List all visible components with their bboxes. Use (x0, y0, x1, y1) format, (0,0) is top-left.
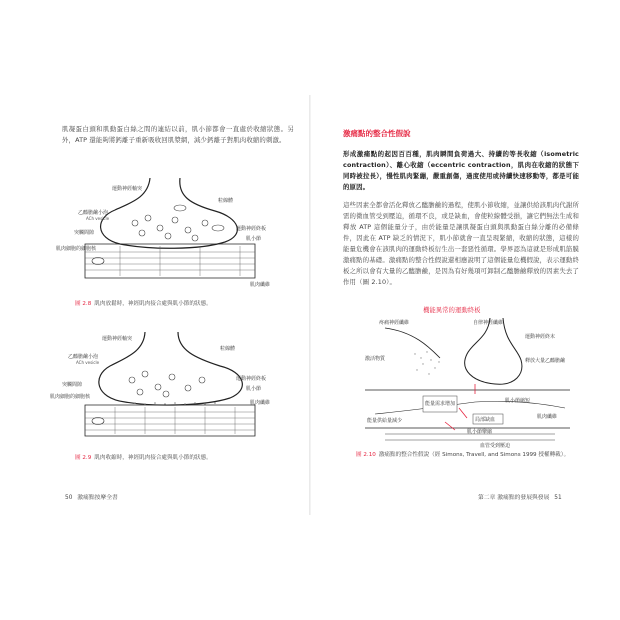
figure-2-9-number: 圖 2.9 (75, 455, 92, 461)
figure-2-9-diagram (40, 332, 290, 452)
fig1-label-fiber: 肌肉纖維 (250, 282, 271, 288)
fig2-label-vesicle-en: ACh vesicle (76, 360, 100, 365)
figure-2-8-caption (75, 299, 212, 307)
muscle-fiber-outline-2 (85, 405, 255, 436)
fig2-label-sarcomere: 肌小節 (246, 386, 262, 392)
figure-2-9 (40, 332, 290, 452)
figure-2-8-caption-text: 肌肉放鬆時，神經肌肉接合處與肌小節的狀態。 (94, 301, 212, 307)
figure-2-10-title: 機能異常的運動終板 (423, 306, 481, 314)
fig3-label-autonomic: 自律神經纖維 (473, 320, 504, 326)
left-footer (62, 492, 118, 501)
fig2-label-axon: 運動神經軸突 (102, 336, 133, 342)
right-para-1-bold: 形成激痛點的起因百百種，肌肉瞬間負荷過大、持續的等長收縮（isometric contraction）、離心收縮（eccentric contraction，肌肉在收縮的狀態下同時被拉長），慢性肌肉緊繃，嚴重創傷，過度使用或持續快速移動等，都是可能的原因。 (343, 150, 579, 191)
figure-2-10 (355, 318, 580, 448)
figure-2-10-number: 圖 2.10 (356, 452, 376, 458)
fig3-label-short: 肌小節縮短 (505, 398, 531, 404)
vesicles-2 (129, 371, 205, 397)
fig3-label-release: 釋放大量乙醯膽鹼 (525, 358, 566, 364)
left-intro-text: 肌凝蛋白頭和肌動蛋白絲之間的連結以前，肌小節都會一直處於收縮狀態。另外，ATP 還能夠將鈣離子重新吸收回肌漿網，減少鈣離子對肌肉收縮的刺激。 (62, 125, 294, 144)
figure-2-10-caption (356, 450, 592, 458)
section-title: 激痛點的整合性假說 (343, 129, 411, 138)
contracture-curve (375, 401, 565, 414)
figure-2-10-diagram (355, 318, 580, 448)
figure-2-8-diagram (40, 178, 290, 298)
pain-fiber (385, 328, 440, 358)
fig3-label-vessel: 血管受到壓迫 (480, 443, 511, 448)
figure-2-8-number: 圖 2.8 (75, 301, 92, 307)
fig3-label-motor: 運動神經終末 (525, 334, 556, 340)
fig2-label-mito: 粒線體 (220, 346, 236, 352)
fig2-label-cleft: 突觸間隙 (62, 382, 83, 388)
sarcomere-lines-2 (85, 407, 255, 434)
fig1-label-axon: 運動神經軸突 (112, 186, 143, 192)
fig3-label-ischemia: 局部缺血 (475, 417, 496, 423)
fig1-label-mito: 粒線體 (218, 198, 234, 204)
left-page-number: 50 (65, 495, 73, 501)
mitochondria (174, 205, 224, 231)
figure-2-9-caption-text: 肌肉收縮時，神經肌肉接合處與肌小節的狀態。 (94, 455, 212, 461)
left-footer-title: 激痛點按摩全書 (77, 495, 118, 501)
page-gutter (309, 95, 311, 515)
fig3-label-energy-demand: 能量需求增加 (425, 401, 456, 407)
muscle-fiber-outline (85, 244, 255, 278)
axon-terminal-outline-2 (99, 332, 242, 405)
fig1-label-sarcomere: 肌小節 (246, 236, 262, 242)
fig1-label-vesicle: 乙醯膽鹼小泡 (78, 210, 109, 216)
fig2-label-fiber: 肌肉纖維 (250, 400, 271, 406)
fig3-label-energy-supply: 能量供給量減少 (367, 418, 403, 424)
fig3-label-pain: 疼痛神經纖維 (379, 320, 410, 326)
vesicles (132, 215, 208, 241)
right-para-2: 這些因素全都會活化釋放乙醯膽鹼的過程，使肌小節收縮，並讓供給該肌肉代謝所需的微血管受到壓迫，循環不良，或是缺血，會使粒線體受損，讓它們無法生成和釋放 ATP 這個能量分子，由於能量是讓肌凝蛋白頭與肌動蛋白絲分離的必備條件，因此在 ATP 缺乏的情況下，肌小節就會一直呈現緊縮，收縮的狀態，這樣的能量危機會在該肌肉的運動終板衍生出一套惡性循環。學界認為這就是形成肌筋膜激痛點的基礎。激痛點的整合性假說還相應說明了這個能量危機假說，表示運動終板之所以會有大量的乙醯膽鹼，是因為有好幾項可卸制乙醯膽鹼釋放的因素失去了作用（圖 2.10）。 (343, 201, 579, 286)
nucleus-2 (92, 418, 104, 425)
fig3-label-sensitizers: 激活物質 (365, 356, 386, 362)
nerve-terminal-outline (465, 318, 522, 384)
fig1-label-endplate: 運動神經終板 (236, 226, 267, 232)
sensitizing-substances (414, 351, 439, 374)
right-page-number: 51 (554, 495, 562, 501)
fig2-label-endplate: 運動神經終板 (236, 376, 267, 382)
fig1-label-vesicle-en: ACh vesicle (86, 216, 110, 221)
right-footer (478, 492, 565, 501)
fig1-label-nucleus: 肌肉細胞的細胞核 (56, 246, 97, 252)
right-para-1 (343, 149, 579, 193)
figure-2-8 (40, 178, 290, 298)
fig2-label-nucleus: 肌肉細胞的細胞核 (50, 394, 91, 400)
fig3-label-contracture: 肌小節攣縮 (467, 429, 493, 435)
right-footer-chapter: 第二章 激痛點的發展與發展 (478, 495, 550, 501)
fig3-label-fiber: 肌肉纖維 (537, 414, 558, 420)
sarcomere-lines (85, 246, 255, 276)
figure-2-9-caption (75, 453, 212, 461)
nucleus (92, 258, 104, 265)
figure-2-10-caption-text: 激痛點的整合性假說（經 Simons, Travell, and Simons 1999 授權轉載）。 (378, 452, 570, 458)
fig2-label-vesicle: 乙醯膽鹼小泡 (68, 354, 99, 360)
fig1-label-cleft: 突觸間隙 (74, 230, 95, 236)
